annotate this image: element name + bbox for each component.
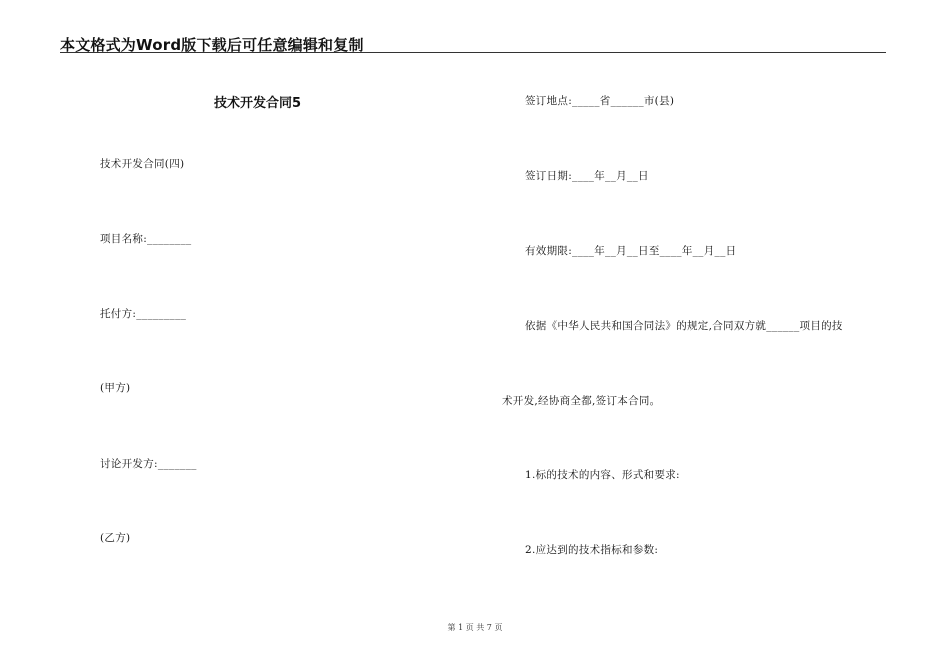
header-divider	[60, 52, 886, 53]
right-line-item-1: 1.标的技术的内容、形式和要求:	[525, 469, 680, 481]
left-line-client: 托付方:_________	[100, 308, 187, 320]
left-line-party-a: (甲方)	[100, 382, 131, 394]
right-line-item-2: 2.应达到的技术指标和参数:	[525, 544, 659, 556]
left-line-project-name: 项目名称:________	[100, 233, 192, 245]
document-title: 技术开发合同5	[214, 96, 302, 111]
right-line-basis-paragraph-cont: 术开发,经协商全都,签订本合同。	[502, 395, 661, 407]
right-line-signing-date: 签订日期:____年__月__日	[525, 170, 649, 182]
left-line-developer: 讨论开发方:_______	[100, 458, 197, 470]
left-line-contract-subtitle: 技术开发合同(四)	[100, 158, 185, 170]
right-line-signing-place: 签订地点:_____省______市(县)	[525, 95, 675, 107]
page-number-footer: 第 1 页 共 7 页	[447, 623, 503, 632]
page-header-title: 本文格式为Word版下载后可任意编辑和复制	[60, 36, 364, 54]
left-line-party-b: (乙方)	[100, 532, 131, 544]
right-line-basis-paragraph: 依据《中华人民共和国合同法》的规定,合同双方就______项目的技	[525, 320, 843, 332]
right-line-validity-period: 有效期限:____年__月__日至____年__月__日	[525, 245, 737, 257]
